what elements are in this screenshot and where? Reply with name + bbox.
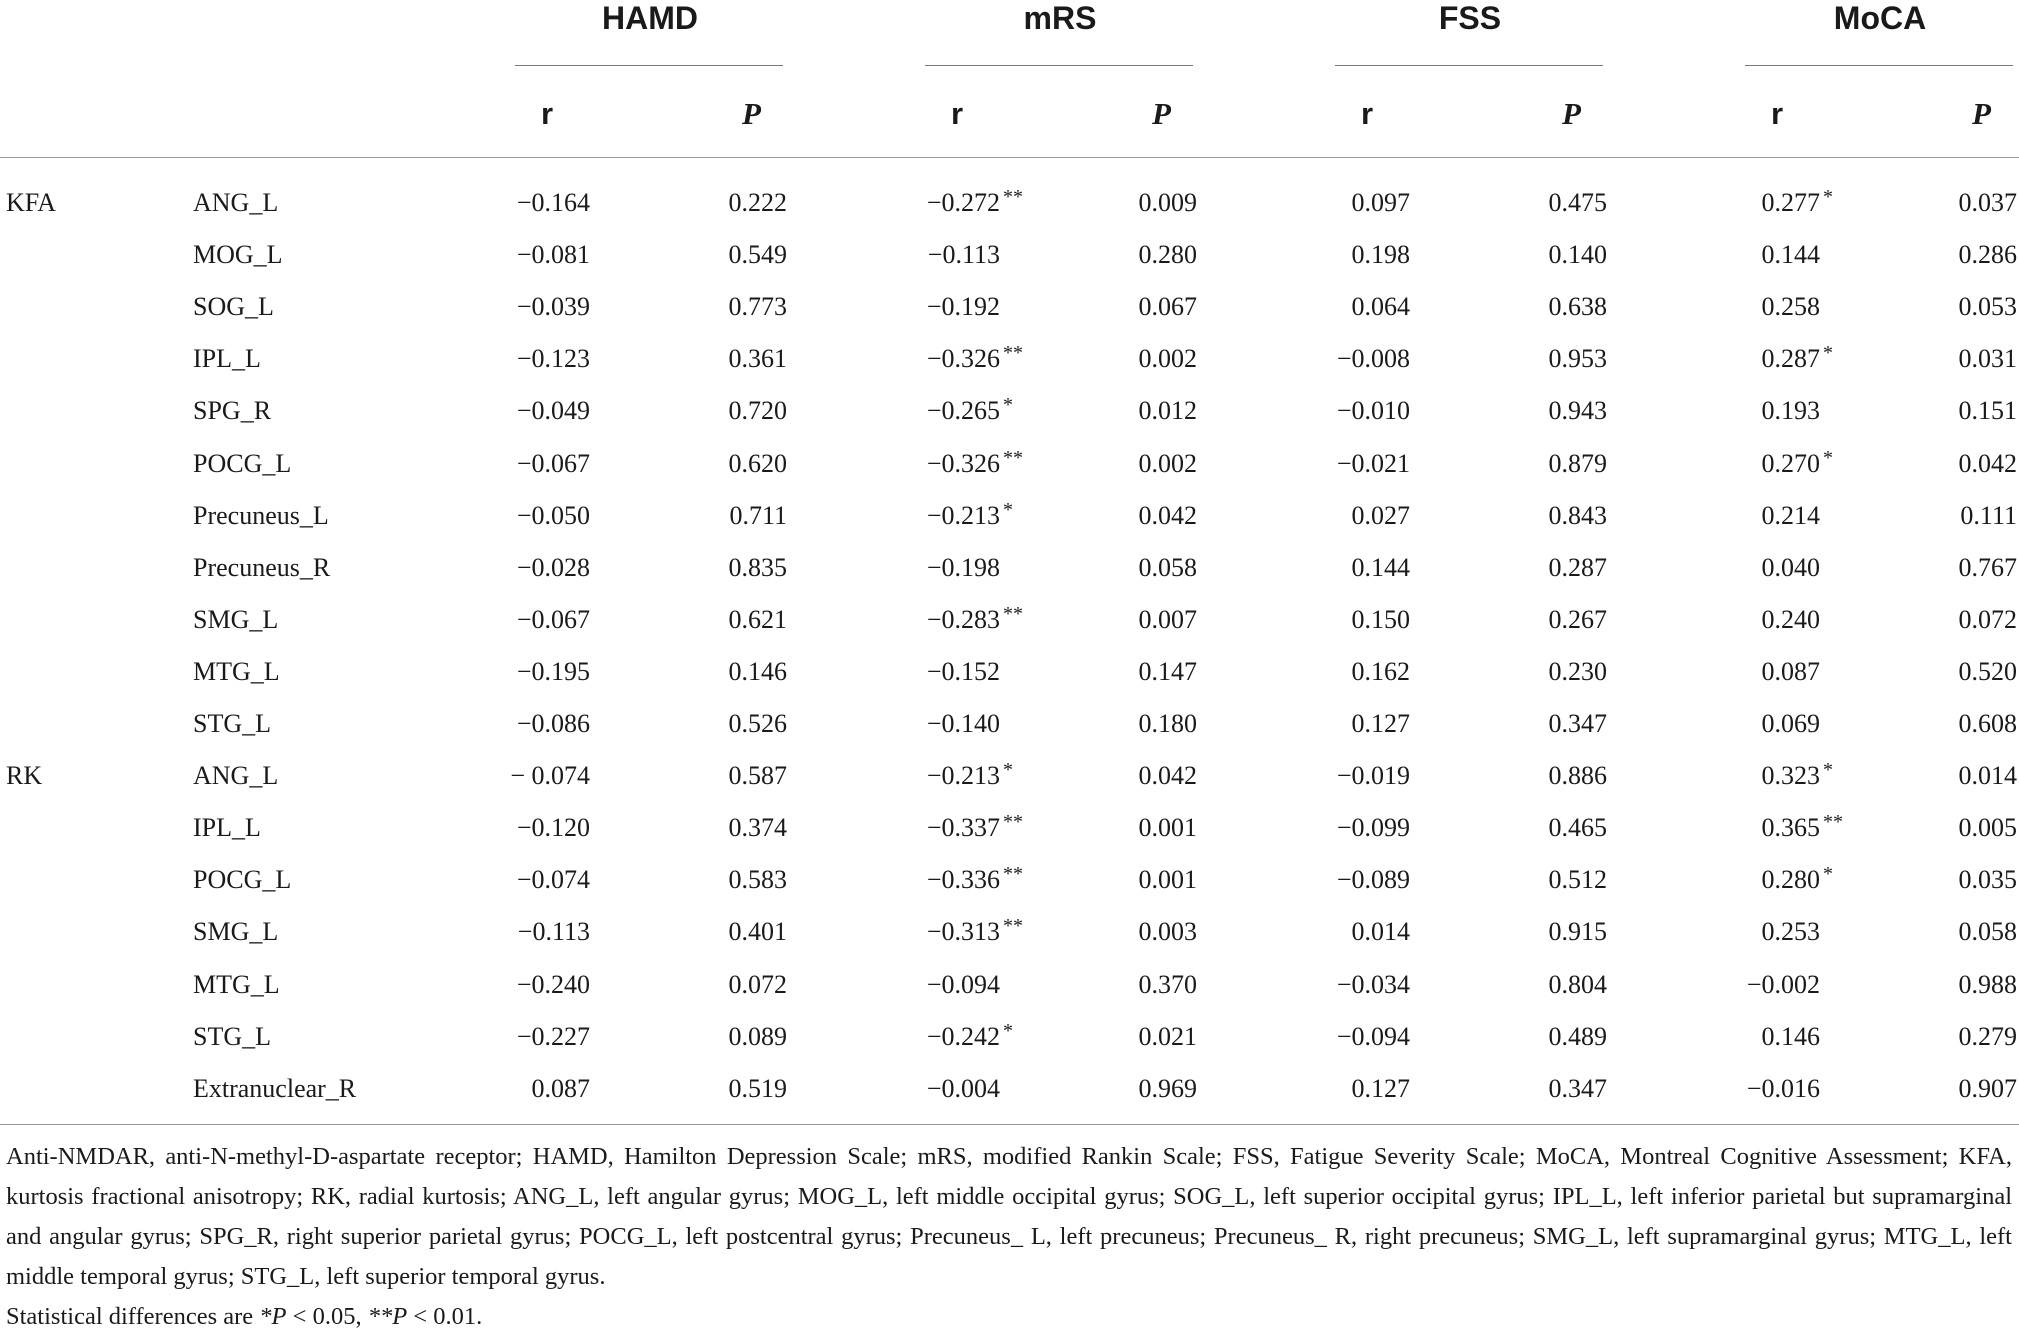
cell-region: Extranuclear_R [193, 1073, 357, 1103]
header-rule [0, 157, 2019, 158]
cell-mrs-r-sig: ** [1003, 342, 1023, 365]
cell-mrs-r: −0.265 [926, 396, 1000, 426]
cell-hamd-p: 0.222 [728, 188, 787, 217]
cell-hamd-p: 0.587 [728, 761, 787, 791]
cell-hamd-p: 0.549 [728, 240, 787, 270]
cell-mrs-r-sig: ** [1003, 186, 1023, 208]
table-row [0, 803, 2019, 855]
cell-moca-r-sig: * [1823, 759, 1833, 782]
cell-fss-p: 0.804 [1548, 969, 1607, 999]
cell-fss-p: 0.943 [1548, 396, 1607, 426]
cell-mrs-p: 0.021 [1138, 1021, 1197, 1051]
cell-moca-r: 0.365 [1761, 813, 1820, 843]
cell-moca-r: 0.146 [1761, 1021, 1820, 1051]
cell-fss-p: 0.638 [1548, 292, 1607, 322]
cell-mrs-p: 0.969 [1138, 1073, 1197, 1103]
cell-mrs-r: −0.336 [926, 865, 1000, 895]
table-row [0, 595, 2019, 647]
cell-moca-r: −0.016 [1746, 1073, 1820, 1103]
cell-mrs-p: 0.001 [1138, 865, 1197, 895]
cell-hamd-r: −0.113 [517, 917, 590, 947]
cell-moca-p: 0.042 [1958, 448, 2017, 478]
cell-region: MTG_L [193, 656, 280, 686]
cell-mrs-p: 0.002 [1138, 448, 1197, 478]
table-row [0, 334, 2019, 386]
cell-hamd-r: −0.240 [516, 969, 590, 999]
cell-moca-p: 0.072 [1958, 604, 2017, 634]
cell-fss-r: −0.008 [1336, 344, 1410, 374]
cell-moca-r: 0.280 [1761, 865, 1820, 895]
cell-mrs-r: −0.004 [926, 1073, 1000, 1103]
cell-fss-r: −0.099 [1336, 813, 1410, 843]
cell-fss-p: 0.287 [1548, 552, 1607, 582]
table-row [0, 699, 2019, 751]
cell-region: POCG_L [193, 865, 292, 895]
cell-hamd-r: −0.086 [516, 709, 590, 738]
cell-region: Precuneus_L [193, 500, 329, 530]
cell-mrs-r: −0.337 [926, 813, 1000, 843]
cell-hamd-r: −0.074 [516, 865, 590, 895]
cell-moca-r: 0.287 [1761, 344, 1820, 374]
table-row [0, 855, 2019, 907]
cell-moca-p: 0.151 [1958, 396, 2017, 426]
cell-hamd-r: −0.120 [516, 813, 590, 843]
table-row [0, 751, 2019, 803]
cell-moca-p: 0.520 [1958, 656, 2017, 686]
table-row [0, 1064, 2019, 1116]
cell-mrs-r-sig: * [1003, 759, 1013, 782]
cell-fss-r: 0.014 [1351, 917, 1410, 947]
cell-fss-p: 0.489 [1548, 1021, 1607, 1051]
cell-mrs-r: −0.326 [926, 344, 1000, 374]
cell-mrs-r: −0.152 [926, 656, 1000, 686]
cell-fss-r: 0.027 [1351, 500, 1410, 530]
cell-fss-p: 0.347 [1548, 709, 1607, 738]
cell-moca-p: 0.286 [1958, 240, 2017, 270]
cell-hamd-r: −0.067 [516, 448, 590, 478]
cell-fss-r: −0.019 [1336, 761, 1410, 791]
cell-mrs-p: 0.007 [1138, 604, 1197, 634]
cell-fss-p: 0.267 [1548, 604, 1607, 634]
footnote-stat-t2: < 0.01. [407, 1303, 483, 1330]
header-mrs: mRS [1023, 0, 1097, 36]
cell-fss-p: 0.843 [1548, 500, 1607, 530]
cell-hamd-p: 0.519 [728, 1073, 787, 1103]
footnote-stat-t1: < 0.05, [286, 1303, 368, 1330]
cell-hamd-p: 0.072 [728, 969, 787, 999]
cell-mrs-r: −0.213 [926, 761, 1000, 791]
table-row [0, 960, 2019, 1012]
cell-fss-r: 0.127 [1351, 1073, 1410, 1103]
cell-mrs-r: −0.113 [927, 240, 1000, 270]
cell-mrs-p: 0.180 [1138, 709, 1197, 738]
cell-fss-r: −0.034 [1336, 969, 1410, 999]
subheader-fss-p: P [1562, 96, 1581, 131]
cell-hamd-r: −0.195 [516, 656, 590, 686]
cell-moca-r: 0.087 [1761, 656, 1820, 686]
cell-hamd-p: 0.773 [728, 292, 787, 322]
cell-region: SMG_L [193, 917, 279, 947]
header-hamd: HAMD [602, 0, 698, 36]
cell-hamd-p: 0.835 [728, 552, 787, 582]
cell-hamd-r: −0.081 [516, 240, 590, 270]
cell-hamd-r: −0.227 [516, 1021, 590, 1051]
cell-hamd-p: 0.620 [728, 448, 787, 478]
cell-fss-p: 0.953 [1548, 344, 1607, 374]
cell-moca-p: 0.053 [1958, 292, 2017, 322]
cell-moca-r-sig: * [1823, 342, 1833, 365]
table-row [0, 491, 2019, 543]
footnote-significance [6, 1297, 2012, 1337]
cell-hamd-r: −0.123 [516, 344, 590, 374]
cell-mrs-p: 0.003 [1138, 917, 1197, 947]
cell-moca-p: 0.031 [1958, 344, 2017, 374]
cell-moca-r: 0.144 [1761, 240, 1820, 270]
table-row [0, 543, 2019, 595]
cell-hamd-p: 0.146 [728, 656, 787, 686]
cell-hamd-p: 0.374 [728, 813, 787, 843]
cell-hamd-r: −0.049 [516, 396, 590, 426]
cell-fss-p: 0.230 [1548, 656, 1607, 686]
cell-hamd-r: − 0.074 [510, 761, 590, 791]
cell-fss-r: 0.097 [1351, 188, 1410, 217]
cell-fss-r: −0.089 [1336, 865, 1410, 895]
cell-region: SMG_L [193, 604, 279, 634]
cell-mrs-p: 0.147 [1138, 656, 1197, 686]
cell-hamd-p: 0.361 [728, 344, 787, 374]
subheader-mrs-r: r [951, 96, 964, 131]
table-row [0, 282, 2019, 334]
footnote-abbreviations: Anti-NMDAR, anti-N-methyl-D-aspartate receptor; HAMD, Hamilton Depression Scale; mRS, modified Rankin Scale; FSS, Fatigue Severity Scale; MoCA, Montreal Cognitive Assessment; KFA, kurtosis fractional anisotropy; RK, radial kurtosis; ANG_L, left angular gyrus; MOG_L, left middle occipital gyrus; SOG_L, left superior occipital gyrus; IPL_L, left inferior parietal but supramarginal and angular gyrus; SPG_R, right superior parietal gyrus; POCG_L, left postcentral gyrus; Precuneus_ L, left precuneus; Precuneus_ R, right precuneus; SMG_L, left supramarginal gyrus; MTG_L, left middle temporal gyrus; STG_L, left superior temporal gyrus. [6, 1143, 2012, 1290]
cell-moca-r: 0.069 [1761, 709, 1820, 738]
cell-mrs-r: −0.192 [926, 292, 1000, 322]
cell-region: MOG_L [193, 240, 283, 270]
cell-hamd-p: 0.621 [728, 604, 787, 634]
subheader-moca-r: r [1771, 96, 1784, 131]
cell-mrs-r-sig: * [1003, 1019, 1013, 1042]
cell-mrs-p: 0.280 [1138, 240, 1197, 270]
cell-fss-p: 0.512 [1548, 865, 1607, 895]
table-row [0, 439, 2019, 491]
cell-region: Precuneus_R [193, 552, 331, 582]
header-underline-hamd [515, 65, 783, 66]
cell-mrs-r-sig: ** [1003, 602, 1023, 625]
cell-fss-r: 0.162 [1351, 656, 1410, 686]
cell-mrs-r-sig: * [1003, 394, 1013, 417]
cell-mrs-p: 0.370 [1138, 969, 1197, 999]
cell-moca-p: 0.279 [1958, 1021, 2017, 1051]
cell-fss-r: −0.094 [1336, 1021, 1410, 1051]
cell-hamd-p: 0.089 [728, 1021, 787, 1051]
cell-mrs-r: −0.213 [926, 500, 1000, 530]
header-underline-mrs [925, 65, 1193, 66]
cell-moca-r-sig: * [1823, 446, 1833, 469]
cell-moca-r: 0.253 [1761, 917, 1820, 947]
cell-mrs-p: 0.001 [1138, 813, 1197, 843]
cell-region: ANG_L [193, 188, 279, 217]
subheader-moca-p: P [1972, 96, 1991, 131]
cell-fss-r: −0.010 [1336, 396, 1410, 426]
cell-mrs-r: −0.242 [926, 1021, 1000, 1051]
cell-fss-r: 0.127 [1351, 709, 1410, 738]
table-row [0, 178, 2019, 230]
cell-mrs-r-sig: ** [1003, 811, 1023, 834]
header-moca: MoCA [1833, 0, 1927, 36]
cell-region: STG_L [193, 1021, 271, 1051]
cell-moca-p: 0.037 [1958, 188, 2017, 217]
cell-fss-r: 0.198 [1351, 240, 1410, 270]
cell-mrs-r: −0.326 [926, 448, 1000, 478]
cell-mrs-r-sig: ** [1003, 863, 1023, 886]
cell-hamd-p: 0.720 [728, 396, 787, 426]
cell-region: SOG_L [193, 292, 274, 322]
cell-mrs-r: −0.283 [926, 604, 1000, 634]
cell-moca-r: 0.240 [1761, 604, 1820, 634]
cell-moca-r: 0.214 [1761, 500, 1820, 530]
cell-fss-p: 0.886 [1548, 761, 1607, 791]
subheader-fss-r: r [1361, 96, 1374, 131]
cell-moca-r: 0.258 [1761, 292, 1820, 322]
cell-moca-p: 0.005 [1958, 813, 2017, 843]
cell-hamd-r: 0.087 [531, 1073, 590, 1103]
cell-hamd-p: 0.401 [728, 917, 787, 947]
cell-moca-r: 0.277 [1761, 188, 1820, 217]
cell-fss-p: 0.140 [1548, 240, 1607, 270]
subheader-hamd-r: r [541, 96, 554, 131]
footer-rule [0, 1124, 2019, 1125]
cell-region: SPG_R [193, 396, 272, 426]
cell-region: POCG_L [193, 448, 292, 478]
cell-mrs-p: 0.012 [1138, 396, 1197, 426]
cell-mrs-r: −0.198 [926, 552, 1000, 582]
cell-moca-p: 0.014 [1958, 761, 2017, 791]
cell-moca-p: 0.608 [1958, 709, 2017, 738]
cell-mrs-r: −0.094 [926, 969, 1000, 999]
cell-mrs-p: 0.067 [1138, 292, 1197, 322]
cell-moca-p: 0.058 [1958, 917, 2017, 947]
cell-fss-r: 0.150 [1351, 604, 1410, 634]
cell-mrs-p: 0.002 [1138, 344, 1197, 374]
cell-mrs-r-sig: ** [1003, 446, 1023, 469]
cell-region: ANG_L [193, 761, 279, 791]
cell-fss-p: 0.465 [1548, 813, 1607, 843]
cell-mrs-r-sig: ** [1003, 915, 1023, 938]
cell-moca-p: 0.988 [1958, 969, 2017, 999]
table-row [0, 1012, 2019, 1064]
cell-mrs-p: 0.009 [1138, 188, 1197, 217]
cell-mrs-r: −0.313 [926, 917, 1000, 947]
cell-moca-p: 0.111 [1960, 500, 2017, 530]
cell-hamd-r: −0.067 [516, 604, 590, 634]
cell-mrs-r: −0.140 [926, 709, 1000, 738]
cell-fss-r: −0.021 [1336, 448, 1410, 478]
table-row [0, 386, 2019, 438]
cell-moca-r: 0.193 [1761, 396, 1820, 426]
cell-region: IPL_L [193, 813, 261, 843]
cell-moca-p: 0.767 [1958, 552, 2017, 582]
header-underline-moca [1745, 65, 2013, 66]
cell-fss-p: 0.879 [1548, 448, 1607, 478]
cell-moca-r: 0.323 [1761, 761, 1820, 791]
cell-hamd-r: −0.164 [516, 188, 590, 217]
table-row [0, 907, 2019, 959]
cell-moca-r-sig: * [1823, 863, 1833, 886]
cell-fss-p: 0.475 [1548, 188, 1607, 217]
cell-moca-r-sig: ** [1823, 811, 1843, 834]
cell-group: RK [6, 761, 43, 791]
cell-fss-r: 0.144 [1351, 552, 1410, 582]
cell-moca-p: 0.907 [1958, 1073, 2017, 1103]
cell-hamd-p: 0.526 [728, 709, 787, 738]
cell-hamd-r: −0.050 [516, 500, 590, 530]
cell-hamd-r: −0.028 [516, 552, 590, 582]
cell-mrs-r-sig: * [1003, 498, 1013, 521]
cell-moca-r: 0.040 [1761, 552, 1820, 582]
cell-moca-r: 0.270 [1761, 448, 1820, 478]
cell-hamd-r: −0.039 [516, 292, 590, 322]
footnote-stat-p2: **P [367, 1303, 408, 1330]
header-fss: FSS [1438, 0, 1502, 36]
cell-hamd-p: 0.583 [728, 865, 787, 895]
cell-region: IPL_L [193, 344, 261, 374]
header-underline-fss [1335, 65, 1603, 66]
cell-region: STG_L [193, 709, 271, 738]
table-row [0, 647, 2019, 699]
cell-hamd-p: 0.711 [729, 500, 787, 530]
cell-group: KFA [6, 188, 57, 217]
cell-mrs-r: −0.272 [926, 188, 1000, 217]
cell-moca-r-sig: * [1823, 186, 1833, 208]
cell-mrs-p: 0.042 [1138, 761, 1197, 791]
table-footnote [6, 1137, 2012, 1337]
cell-moca-p: 0.035 [1958, 865, 2017, 895]
cell-fss-p: 0.915 [1548, 917, 1607, 947]
cell-fss-r: 0.064 [1351, 292, 1410, 322]
table-row [0, 230, 2019, 282]
cell-mrs-p: 0.042 [1138, 500, 1197, 530]
footnote-stat-p1: *P [259, 1303, 287, 1330]
cell-region: MTG_L [193, 969, 280, 999]
cell-fss-p: 0.347 [1548, 1073, 1607, 1103]
subheader-mrs-p: P [1152, 96, 1171, 131]
cell-mrs-p: 0.058 [1138, 552, 1197, 582]
cell-moca-r: −0.002 [1746, 969, 1820, 999]
subheader-hamd-p: P [742, 96, 761, 131]
footnote-stat-prefix: Statistical differences are [6, 1303, 260, 1330]
